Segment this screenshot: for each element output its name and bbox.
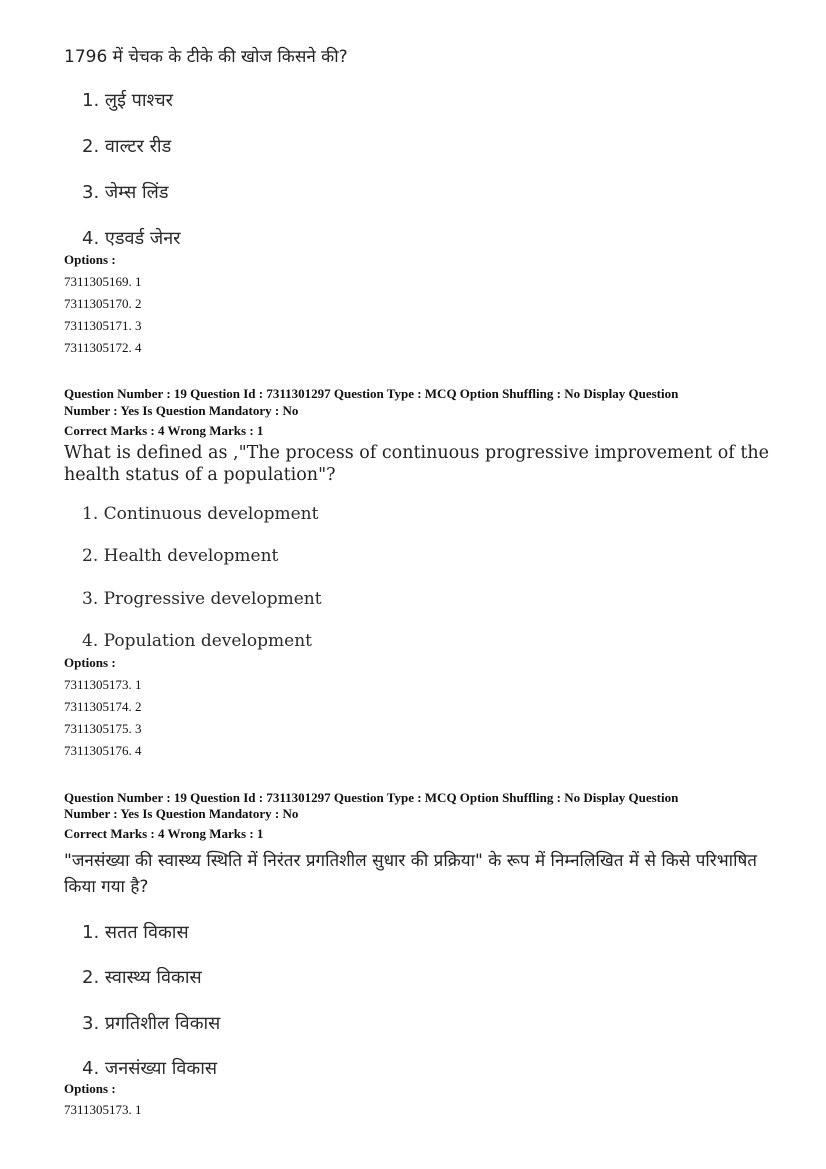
option-id: 7311305171. 3: [64, 318, 142, 333]
option-id: 7311305175. 3: [64, 721, 142, 736]
question-meta: Question Number : 19 Question Id : 7311301297 Question Type : MCQ Option Shuffling : No Display Question: [64, 790, 679, 805]
question-text: "जनसंख्या की स्वास्थ्य स्थिति में निरंतर प्रगतिशील सुधार की प्रक्रिया" के रूप में निम्नलिखित में से किसे परिभाषित किया गया है?: [64, 851, 757, 897]
option-4: 4. जनसंख्या विकास: [82, 1058, 218, 1079]
question-marks: Correct Marks : 4 Wrong Marks : 1: [64, 826, 264, 841]
option-4: 4. Population development: [82, 631, 312, 651]
option-2: 2. वाल्टर रीड: [82, 136, 172, 157]
option-4: 4. एडवर्ड जेनर: [82, 228, 181, 249]
option-1: 1. लुई पाश्चर: [82, 90, 173, 111]
options-label: Options :: [64, 252, 116, 267]
option-id: 7311305172. 4: [64, 340, 142, 355]
question-text: What is defined as ,"The process of continuous progressive improvement of the health status of a population"?: [64, 443, 769, 485]
option-1: 1. Continuous development: [82, 504, 319, 524]
option-id: 7311305173. 1: [64, 1102, 142, 1117]
option-3: 3. जेम्स लिंड: [82, 182, 169, 203]
option-id: 7311305174. 2: [64, 699, 142, 714]
option-3: 3. प्रगतिशील विकास: [82, 1013, 221, 1034]
option-id: 7311305173. 1: [64, 677, 142, 692]
question-text: 1796 में चेचक के टीके की खोज किसने की?: [64, 47, 348, 67]
option-id: 7311305170. 2: [64, 296, 142, 311]
option-id: 7311305176. 4: [64, 743, 142, 758]
options-label: Options :: [64, 1081, 116, 1096]
question-marks: Correct Marks : 4 Wrong Marks : 1: [64, 423, 264, 438]
option-3: 3. Progressive development: [82, 589, 322, 609]
option-1: 1. सतत विकास: [82, 922, 189, 943]
question-meta: Number : Yes Is Question Mandatory : No: [64, 806, 299, 821]
option-id: 7311305169. 1: [64, 274, 142, 289]
option-2: 2. Health development: [82, 546, 279, 566]
question-meta: Question Number : 19 Question Id : 7311301297 Question Type : MCQ Option Shuffling : No Display Question: [64, 386, 679, 401]
question-meta: Number : Yes Is Question Mandatory : No: [64, 403, 299, 418]
option-2: 2. स्वास्थ्य विकास: [82, 967, 202, 988]
options-label: Options :: [64, 655, 116, 670]
